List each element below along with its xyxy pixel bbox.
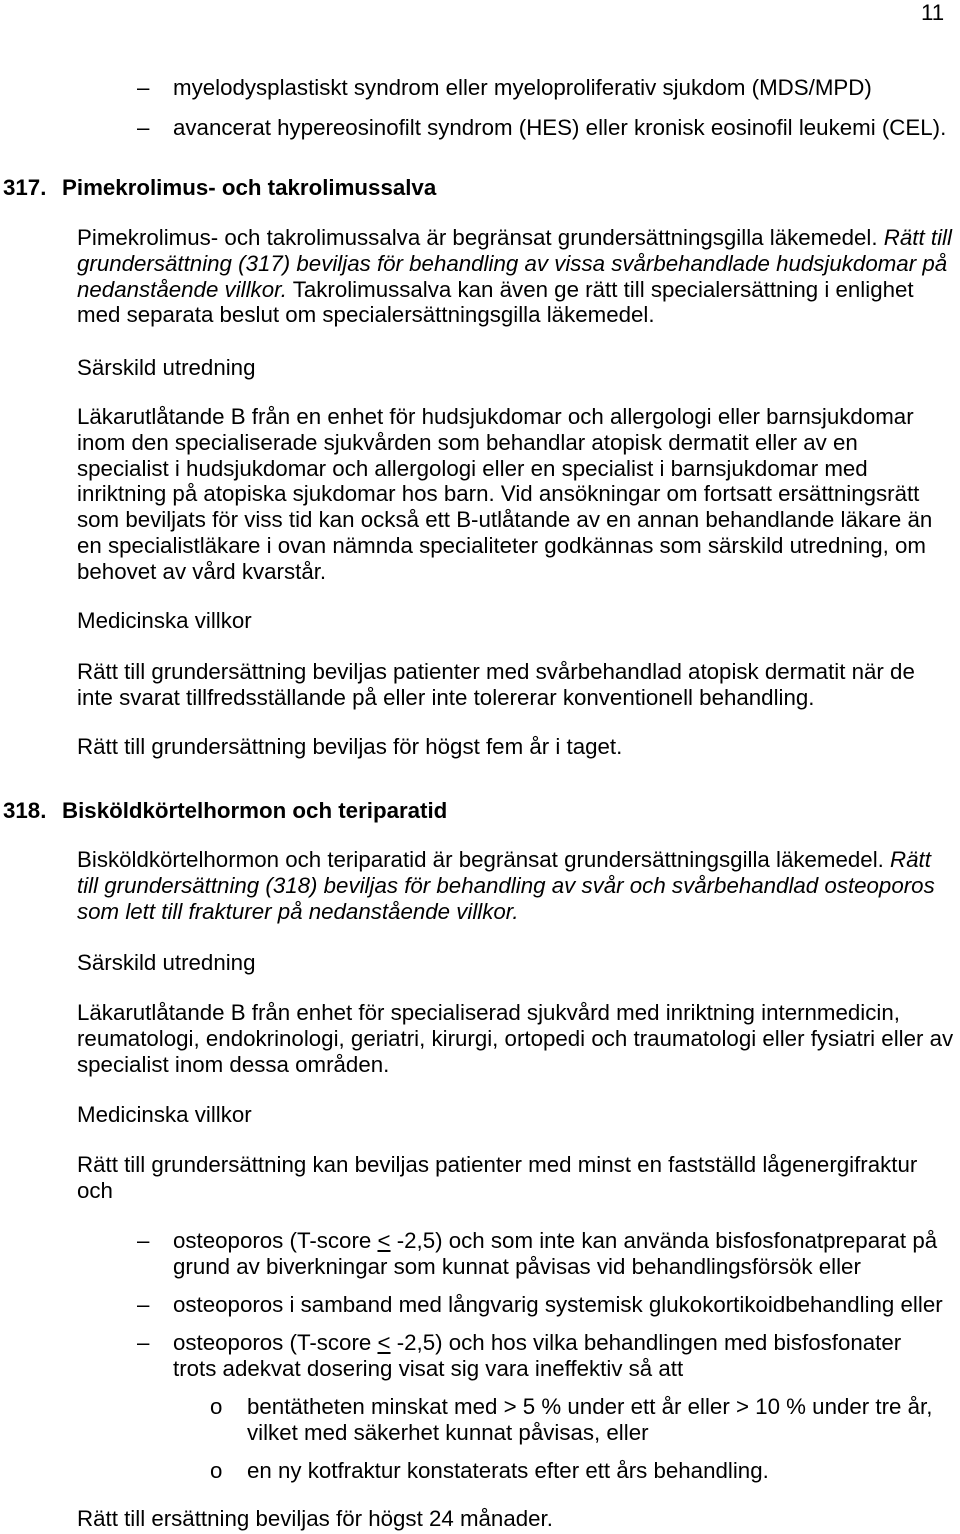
- intro-line: [77, 899, 935, 925]
- section-number: 318.: [3, 798, 47, 823]
- intro-text: Takrolimussalva kan även ge rätt till specialersättning i enlighet: [286, 276, 914, 302]
- condition-text: [173, 1228, 937, 1280]
- condition-text: [173, 1292, 943, 1318]
- medical-conditions-text: [77, 659, 915, 711]
- condition-text: [173, 1330, 901, 1382]
- paragraph-line: Läkarutlåtande B från enhet för specialiserad sjukvård med inriktning internmedicin,: [77, 1000, 900, 1025]
- paragraph-line: inte svarat tillfredsställande på eller inte tolererar konventionell behandling.: [77, 684, 815, 710]
- intro-italic-text: till grundersättning (318) beviljas för behandling av svår och svårbehandlad osteoporos: [77, 872, 935, 898]
- page-number: 11: [921, 0, 945, 25]
- paragraph-line: en specialistläkare i ovan nämnda specialiteter godkännas som särskild utredning, om: [77, 532, 926, 558]
- less-or-equal-symbol: <: [377, 1330, 391, 1355]
- sub-condition-line: vilket med säkerhet kunnat påvisas, eller: [247, 1419, 649, 1445]
- condition-line: grund av biverkningar som kunnat påvisas vid behandlingsförsök eller: [173, 1253, 861, 1279]
- paragraph-line: Rätt till grundersättning kan beviljas patienter med minst en fastställd lågenergifraktur: [77, 1152, 918, 1177]
- intro-line: [77, 847, 935, 873]
- intro-text: Bisköldkörtelhormon och teriparatid är begränsat grundersättningsgilla läkemedel.: [77, 847, 891, 872]
- dash-bullet: –: [137, 115, 150, 140]
- section-title: Bisköldkörtelhormon och teriparatid: [62, 798, 448, 823]
- condition-line-text: osteoporos (T-score: [173, 1330, 378, 1355]
- intro-italic-text: grundersättning (317) beviljas för behandling av vissa svårbehandlade hudsjukdomar på: [77, 250, 948, 276]
- sub-condition-line: en ny kotfraktur konstaterats efter ett års behandling.: [247, 1458, 769, 1483]
- paragraph-line: behovet av vård kvarstår.: [77, 558, 327, 584]
- sub-condition-line: bentätheten minskat med > 5 % under ett år eller > 10 % under tre år,: [247, 1394, 933, 1419]
- subheading-medical-conditions: Medicinska villkor: [77, 1102, 252, 1127]
- condition-line-text: -2,5) och hos vilka behandlingen med bisfosfonater: [390, 1330, 902, 1355]
- intro-line: [77, 277, 952, 303]
- section-intro: [77, 847, 935, 924]
- list-item-text: myelodysplastiskt syndrom eller myeloproliferativ sjukdom (MDS/MPD): [173, 75, 872, 100]
- subheading-medical-conditions: Medicinska villkor: [77, 608, 252, 633]
- intro-italic-text: Rätt till: [883, 225, 952, 250]
- intro-line: [77, 225, 952, 251]
- paragraph-line: inom den specialiserade sjukvården som behandlar atopisk dermatit eller av en: [77, 429, 858, 455]
- paragraph-line: som beviljats för viss tid kan också ett B-utlåtande av en annan behandlande läkare än: [77, 507, 933, 533]
- paragraph-line: och: [77, 1177, 113, 1203]
- less-or-equal-symbol: <: [377, 1228, 391, 1253]
- condition-line: [173, 1330, 901, 1356]
- condition-line-text: -2,5) och som inte kan använda bisfosfonatpreparat på: [390, 1228, 938, 1253]
- intro-line: [77, 251, 952, 277]
- intro-line: [77, 873, 935, 899]
- special-investigation-text: [77, 1000, 953, 1077]
- paragraph-line: Läkarutlåtande B från en enhet för hudsjukdomar och allergologi eller barnsjukdomar: [77, 404, 914, 429]
- intro-italic-text: Rätt: [890, 847, 931, 872]
- circle-bullet: o: [210, 1394, 223, 1419]
- dash-bullet: –: [137, 1330, 150, 1355]
- special-investigation-text: [77, 404, 932, 585]
- dash-bullet: –: [137, 1292, 150, 1317]
- paragraph-line: inriktning på atopiska sjukdomar hos barn. Vid ansökningar om fortsatt ersättningsrätt: [77, 481, 920, 507]
- condition-line: [173, 1228, 937, 1254]
- section-intro: [77, 225, 952, 328]
- subheading-special-investigation: Särskild utredning: [77, 950, 256, 975]
- duration-text: Rätt till grundersättning beviljas för högst fem år i taget.: [77, 734, 623, 759]
- intro-italic-text: nedanstående villkor.: [77, 276, 287, 302]
- intro-text: med separata beslut om specialersättningsgilla läkemedel.: [77, 302, 655, 328]
- paragraph-line: reumatologi, endokrinologi, geriatri, kirurgi, ortopedi och traumatologi eller fysiatri eller av: [77, 1025, 954, 1051]
- list-item-text: avancerat hypereosinofilt syndrom (HES) eller kronisk eosinofil leukemi (CEL).: [173, 115, 947, 140]
- paragraph-line: specialist inom dessa områden.: [77, 1051, 390, 1077]
- intro-italic-text: som lett till frakturer på nedanstående villkor.: [77, 898, 519, 924]
- dash-bullet: –: [137, 1228, 150, 1253]
- medical-conditions-text: [77, 1152, 917, 1204]
- circle-bullet: o: [210, 1458, 223, 1483]
- paragraph-line: Rätt till grundersättning beviljas patienter med svårbehandlad atopisk dermatit när de: [77, 659, 915, 684]
- paragraph-line: specialist i hudsjukdomar och allergologi eller en specialist i barnsjukdomar med: [77, 455, 868, 481]
- condition-line: osteoporos i samband med långvarig systemisk glukokortikoidbehandling eller: [173, 1292, 943, 1317]
- dash-bullet: –: [137, 75, 150, 100]
- section-title: Pimekrolimus- och takrolimussalva: [62, 175, 437, 200]
- subheading-special-investigation: Särskild utredning: [77, 355, 256, 380]
- section-number: 317.: [3, 175, 47, 200]
- sub-condition-text: [247, 1458, 769, 1484]
- duration-text: Rätt till ersättning beviljas för högst 24 månader.: [77, 1506, 553, 1531]
- intro-line: [77, 302, 952, 328]
- intro-text: Pimekrolimus- och takrolimussalva är begränsat grundersättningsgilla läkemedel.: [77, 225, 884, 250]
- condition-line: trots adekvat dosering visat sig vara ineffektiv så att: [173, 1355, 684, 1381]
- sub-condition-text: [247, 1394, 932, 1446]
- condition-line-text: osteoporos (T-score: [173, 1228, 378, 1253]
